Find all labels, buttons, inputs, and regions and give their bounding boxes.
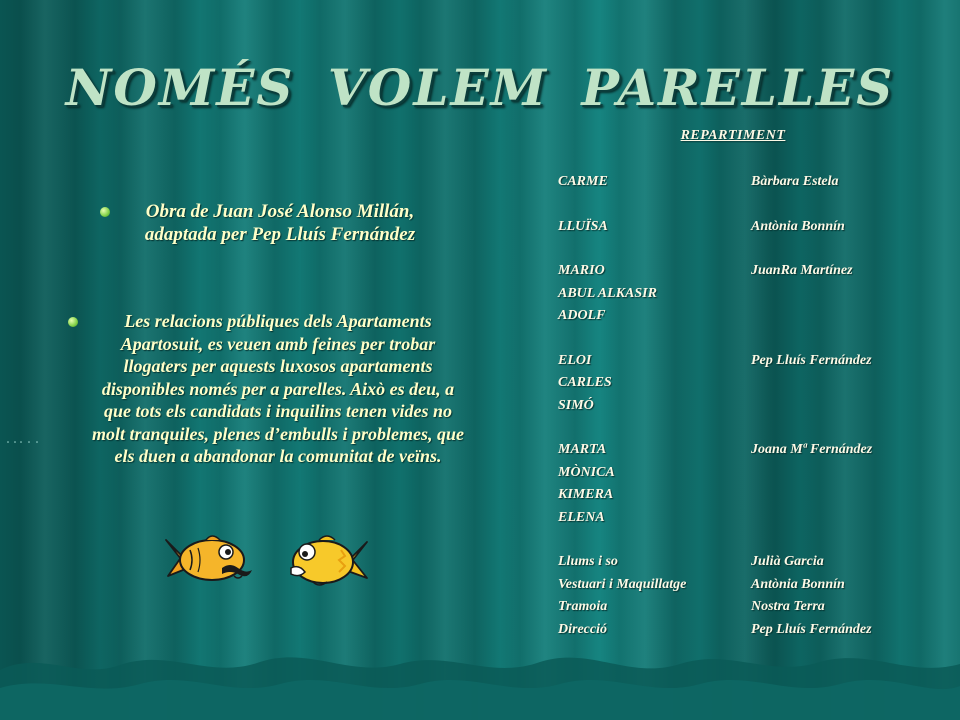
cast-role: Llums i so xyxy=(558,554,618,569)
bullet-play-credits xyxy=(120,200,440,246)
bullet-text: Obra de Juan José Alonso Millán, adaptada per Pep Lluís Fernández xyxy=(144,201,416,245)
cast-role: CARLES xyxy=(558,375,612,390)
cast-role: Tramoia xyxy=(558,599,608,614)
cast-row xyxy=(558,487,958,509)
cast-role: Direcció xyxy=(558,621,607,637)
cast-actor: Nostra Terra xyxy=(751,599,825,614)
bullet-point-icon xyxy=(100,207,110,217)
cast-row xyxy=(558,554,958,576)
cast-actor: Julià Garcia xyxy=(751,554,824,569)
cast-row xyxy=(558,375,958,397)
cast-role: MÒNICA xyxy=(558,464,615,480)
cast-row xyxy=(558,398,958,420)
cast-actor: Pep Lluís Fernández xyxy=(751,352,872,368)
bullet-point-icon xyxy=(68,317,78,327)
cast-role: ELENA xyxy=(558,509,605,525)
cast-row xyxy=(558,263,958,285)
cast-role: MARIO xyxy=(558,263,605,278)
cast-role: Vestuari i Maquillatge xyxy=(558,576,687,592)
cast-role: KIMERA xyxy=(558,487,614,502)
cast-row xyxy=(558,174,958,196)
cast-role: ADOLF xyxy=(558,308,606,323)
slide-title: NOMÉS VOLEM PARELLES xyxy=(65,58,895,117)
cast-actor: Pep Lluís Fernández xyxy=(751,621,872,637)
cast-row xyxy=(558,622,958,644)
cast-role: ABUL ALKASIR xyxy=(558,285,657,301)
cast-row xyxy=(558,510,958,532)
cast-actor: Joana Mª Fernández xyxy=(751,442,873,457)
bullet-synopsis xyxy=(88,310,468,468)
fish-with-mustache-icon xyxy=(160,530,255,590)
cast-row xyxy=(558,442,958,464)
cast-row xyxy=(558,308,958,330)
cast-role: ELOI xyxy=(558,352,592,368)
cast-role: CARME xyxy=(558,174,608,189)
cast-heading: REPARTIMENT xyxy=(680,128,786,143)
cast-actor: Bàrbara Estela xyxy=(751,174,839,189)
bullet-text: Les relacions públiques dels Apartaments Apartosuit, es veuen amb feines per trobar llogaters per aquests luxosos apartaments disponibles només per a parelles. Això es deu, a que tots els candidats i inquilins tenen vides no molt tranquiles, plenes d’embulls i problemes, que els duen a abandonar la comunitat de veïns. xyxy=(91,311,464,466)
cast-role: MARTA xyxy=(558,442,607,457)
curtain-bottom-decoration xyxy=(0,640,960,720)
cast-row xyxy=(558,353,958,375)
cast-role: SIMÓ xyxy=(558,397,594,413)
cast-actor: Antònia Bonnín xyxy=(751,218,845,234)
cast-row xyxy=(558,219,958,241)
cast-role: LLUÏSA xyxy=(558,218,608,234)
cast-row xyxy=(558,577,958,599)
cast-actor: Antònia Bonnín xyxy=(751,576,845,592)
cast-row xyxy=(558,286,958,308)
cast-row xyxy=(558,599,958,621)
cast-actor: JuanRa Martínez xyxy=(751,263,853,278)
decorative-specks xyxy=(6,440,40,444)
cast-row xyxy=(558,465,958,487)
frightened-fish-icon xyxy=(283,530,373,592)
